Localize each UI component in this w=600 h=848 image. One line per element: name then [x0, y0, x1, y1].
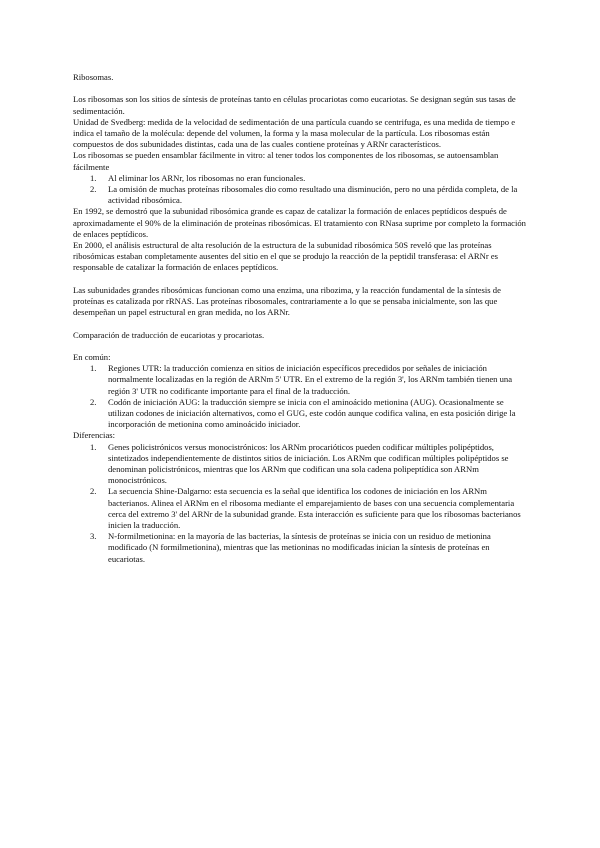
list-number: 1. — [90, 172, 97, 183]
section-heading-comparison: Comparación de traducción de eucariotas y procariotas. — [73, 329, 265, 340]
list-item-text: N-formilmetionina: en la mayoría de las bacterias, la síntesis de proteínas se inicia con un residuo de metionina modificado (N formilmetionina), mientras que las metioninas no modificadas inician la síntesis de proteínas en eucariotas. — [108, 531, 491, 564]
list-number: 3. — [90, 531, 97, 542]
list-item — [73, 184, 528, 206]
list-item-text: Regiones UTR: la traducción comienza en sitios de iniciación específicos precedidos por señales de iniciación normalmente localizadas en la región de ARNm 5' UTR. En el extremo de la región 3', los ARNm también tienen una región 3' UTR no codificante importante para el final de la traducción. — [108, 363, 513, 396]
list-item-text: Al eliminar los ARNr, los ribosomas no eran funcionales. — [108, 172, 306, 183]
list-item — [73, 486, 528, 531]
common-list — [73, 363, 528, 430]
list-item — [73, 442, 528, 487]
document-body — [73, 72, 528, 565]
list-item — [73, 363, 528, 397]
label-common: En común: — [73, 352, 111, 363]
list-item-text: La omisión de muchas proteínas ribosomales dio como resultado una disminución, pero no una pérdida completa, de la actividad ribosómica. — [108, 184, 518, 206]
document-title: Ribosomas. — [73, 72, 114, 82]
list-number: 2. — [90, 486, 97, 497]
list-item — [73, 531, 528, 565]
list-item — [73, 397, 528, 431]
assembly-list — [73, 173, 528, 207]
list-item-text: La secuencia Shine-Dalgarno: esta secuencia es la señal que identifica los codones de iniciación en los ARNm bacterianos. Alinea el ARNm en el ribosoma mediante el emparejamiento de bases con una secuencia complementaria cerca del extremo 3' del ARNr de la subunidad grande. Esta interacción es suficiente para que los ribosomas bacterianos inicien la traducción. — [108, 486, 521, 531]
list-item-text: Codón de iniciación AUG: la traducción siempre se inicia con el aminoácido metionina (AUG). Ocasionalmente se utilizan codones de iniciación alternativos, como el GUG, este codón aunque codifica valina, en esta posición dirige la incorporación de metionina como aminoácido iniciador. — [108, 396, 516, 430]
paragraph-assembly: Los ribosomas se pueden ensamblar fácilmente in vitro: al tener todos los componentes de los ribosomas, se autoensamblan fácilmente — [73, 150, 499, 172]
list-number: 2. — [90, 184, 97, 195]
list-number: 2. — [90, 396, 97, 407]
list-number: 1. — [90, 363, 97, 374]
list-item-text: Genes policistrónicos versus monocistrónicos: los ARNm procarióticos pueden codificar múltiples polipéptidos, sintetizados independientemente de distintos sitios de iniciación. Los ARNm que codifican múltiples polipéptidos se denominan policistrónicos, mientras que los ARNm que codifican una sola cadena polipeptídica son ARNm monocistrónicos. — [108, 441, 509, 486]
paragraph-2000: En 2000, el análisis estructural de alta resolución de la estructura de la subunidad ribosómica 50S reveló que las proteínas ribosómicas estaban completamente ausentes del sitio en el que se produjo la reacción de la peptidil transferasa: el ARNr es responsable de catalizar la formación de enlaces peptídicos. — [73, 240, 499, 273]
differences-list — [73, 442, 528, 565]
label-differences: Diferencias: — [73, 430, 115, 441]
list-number: 1. — [90, 441, 97, 452]
paragraph-svedberg: Unidad de Svedberg: medida de la velocidad de sedimentación de una partícula cuando se centrifuga, es una medida de tiempo e indica el tamaño de la molécula: depende del volumen, la forma y la masa molecular de la partícula. Los ribosomas están compuestos de dos subunidades distintas, cada una de las cuales contiene proteínas y ARNr característicos. — [73, 116, 516, 150]
list-item — [73, 173, 528, 184]
paragraph-ribozyme: Las subunidades grandes ribosómicas funcionan como una enzima, una ribozima, y la reacción fundamental de la síntesis de proteínas es catalizada por rRNAS. Las proteínas ribosomales, contrariamente a lo que se pensaba inicialmente, son las que desempeñan un papel estructural en gran medida, no los ARNr. — [73, 284, 501, 318]
paragraph-1992: En 1992, se demostró que la subunidad ribosómica grande es capaz de catalizar la formación de enlaces peptídicos después de aproximadamente el 90% de la eliminación de proteínas ribosómicas. El tratamiento con RNasa suprime por completo la formación de enlaces peptídicos. — [73, 206, 526, 239]
paragraph-intro: Los ribosomas son los sitios de síntesis de proteínas tanto en células procariotas como eucariotas. Se designan según sus tasas de sedimentación. — [73, 94, 516, 116]
